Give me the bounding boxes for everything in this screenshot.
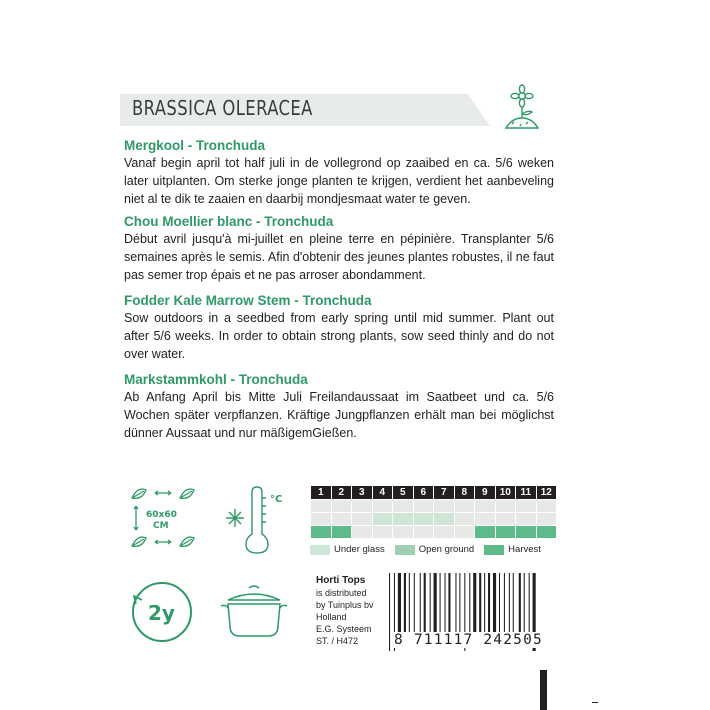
latin-name: BRASSICA OLERACEA — [132, 96, 313, 120]
barcode-bar — [469, 573, 470, 635]
calendar-cell — [434, 526, 455, 539]
section-body: Début avril jusqu'à mi-juillet en pleine terre en pépinière. Transplanter 5/6 semaines après le semis. Afin d'obtenir des jeunes plantes robustes, il ne faut pas semer trop épais et ne pas arroser abondamment. — [124, 232, 554, 282]
section-body: Vanaf begin april tot half juli in de vollegrond op zaaibed en ca. 5/6 weken later uitplanten. Om sterke jonge planten te krijgen, verdient het aanbeveling niet al te dik te zaaien en daarbij mondjesmaat water te geven. — [124, 156, 554, 206]
barcode-bar — [440, 573, 441, 635]
barcode-bar — [529, 573, 530, 635]
legend-label: Harvest — [508, 544, 541, 555]
barcode-bar — [424, 573, 426, 635]
barcode-bar — [455, 573, 456, 635]
distributor-line: Holland — [316, 612, 347, 622]
calendar-cell — [434, 500, 455, 513]
spacing-label: 60x60 — [146, 510, 177, 520]
barcode-bar — [513, 573, 514, 635]
barcode-bar — [459, 573, 460, 635]
temperature-unit: °C — [270, 494, 283, 505]
barcode-bar — [509, 573, 510, 635]
barcode-bar — [499, 573, 500, 635]
crop-mark — [592, 702, 598, 703]
calendar-cell — [536, 526, 557, 539]
barcode-bar — [414, 573, 415, 635]
distributor-line: ST. / H472 — [316, 636, 359, 646]
calendar-cell — [372, 526, 393, 539]
legend-swatch-harvest — [484, 545, 504, 555]
calendar-cell — [393, 500, 414, 513]
plant-spacing-icon — [128, 484, 198, 554]
calendar-cell — [311, 526, 332, 539]
barcode-bar — [434, 573, 437, 635]
calendar-cell — [495, 500, 516, 513]
calendar-cell — [311, 500, 332, 513]
calendar-cell — [475, 500, 496, 513]
legend-label: Under glass — [334, 544, 385, 555]
section-german — [124, 371, 554, 442]
month-label: 3 — [352, 486, 373, 500]
legend-label: Open ground — [418, 544, 475, 555]
barcode-bar — [473, 573, 476, 635]
calendar-cell — [413, 500, 434, 513]
section-english — [124, 292, 554, 363]
barcode-bar — [389, 573, 390, 651]
calendar-row-open-ground — [311, 513, 557, 526]
calendar-cell — [372, 513, 393, 526]
barcode-bar — [484, 573, 485, 635]
distributor-line: is distributed — [316, 588, 367, 598]
calendar-cell — [454, 500, 475, 513]
month-label: 7 — [434, 486, 455, 500]
calendar-cell — [331, 513, 352, 526]
calendar-cell — [516, 500, 537, 513]
calendar-cell — [372, 500, 393, 513]
month-label: 11 — [516, 486, 537, 500]
barcode-bar — [404, 573, 406, 635]
calendar-cell — [495, 526, 516, 539]
calendar-cell — [413, 526, 434, 539]
calendar-row-harvest — [311, 526, 557, 539]
month-label: 2 — [331, 486, 352, 500]
section-french — [124, 213, 554, 284]
barcode-bar — [448, 573, 450, 635]
sprout-icon — [500, 84, 544, 132]
calendar-cell — [516, 526, 537, 539]
section-body: Sow outdoors in a seedbed from early spring until mid summer. Plant out after 5/6 weeks. In order to obtain strong plants, sow seed thinly and do not over water. — [124, 311, 554, 361]
calendar-cell — [352, 526, 373, 539]
month-label: 10 — [495, 486, 516, 500]
barcode-bar — [479, 573, 481, 635]
month-label: 4 — [372, 486, 393, 500]
calendar-cell — [536, 513, 557, 526]
distributor-line: E.G. Systeem — [316, 624, 372, 634]
month-label: 8 — [454, 486, 475, 500]
legend-swatch-under-glass — [310, 545, 330, 555]
calendar-cell — [393, 526, 414, 539]
calendar-cell — [331, 500, 352, 513]
barcode-bar — [398, 573, 401, 635]
lifespan-label: 2y — [148, 601, 175, 625]
calendar-cell — [454, 513, 475, 526]
month-label: 1 — [311, 486, 332, 500]
barcode-bar — [445, 573, 446, 635]
cooking-pot-icon — [218, 582, 290, 642]
month-label: 12 — [536, 486, 557, 500]
calendar-cell — [311, 513, 332, 526]
section-title: Fodder Kale Marrow Stem - Tronchuda — [124, 293, 372, 308]
month-label: 5 — [393, 486, 414, 500]
calendar-cell — [516, 513, 537, 526]
distributor-line: by Tuinplus bv — [316, 600, 374, 610]
section-title: Mergkool - Tronchuda — [124, 138, 266, 153]
barcode-number: 8 711117 242505 — [394, 632, 543, 648]
month-label: 9 — [475, 486, 496, 500]
barcode-bar — [504, 573, 505, 635]
calendar-row-under-glass — [311, 500, 557, 513]
calendar-cell — [434, 513, 455, 526]
calendar-cell — [495, 513, 516, 526]
barcode-bar — [488, 573, 490, 635]
calendar-cell — [475, 526, 496, 539]
thermometer-icon — [218, 484, 290, 556]
calendar-cell — [352, 500, 373, 513]
calendar-cell — [393, 513, 414, 526]
barcode-bar — [420, 573, 421, 635]
registration-mark — [540, 670, 547, 710]
section-title: Chou Moellier blanc - Tronchuda — [124, 214, 334, 229]
barcode-bar — [524, 573, 525, 635]
section-dutch — [124, 137, 554, 208]
sowing-calendar — [310, 485, 557, 539]
month-label: 6 — [413, 486, 434, 500]
spacing-unit: CM — [153, 521, 169, 531]
barcode-bar — [430, 573, 431, 635]
section-body: Ab Anfang April bis Mitte Juli Freilandaussaat im Saatbeet und ca. 5/6 Wochen später verpflanzen. Kräftige Jungpflanzen erhält man bei möglichst dünner Aussaat und nur mäßigemGießen. — [124, 390, 554, 440]
barcode-bar — [409, 573, 410, 635]
calendar-cell — [454, 526, 475, 539]
legend-swatch-open-ground — [395, 545, 415, 555]
brand-name: Horti Tops — [316, 575, 366, 586]
calendar-cell — [536, 500, 557, 513]
calendar-legend — [310, 544, 551, 555]
calendar-cell — [475, 513, 496, 526]
barcode-bar — [519, 573, 521, 635]
distributor-info — [316, 575, 374, 647]
biennial-icon — [130, 580, 194, 644]
calendar-cell — [413, 513, 434, 526]
barcode-bar — [493, 573, 496, 635]
calendar-cell — [352, 513, 373, 526]
calendar-cell — [331, 526, 352, 539]
section-title: Markstammkohl - Tronchuda — [124, 372, 308, 387]
